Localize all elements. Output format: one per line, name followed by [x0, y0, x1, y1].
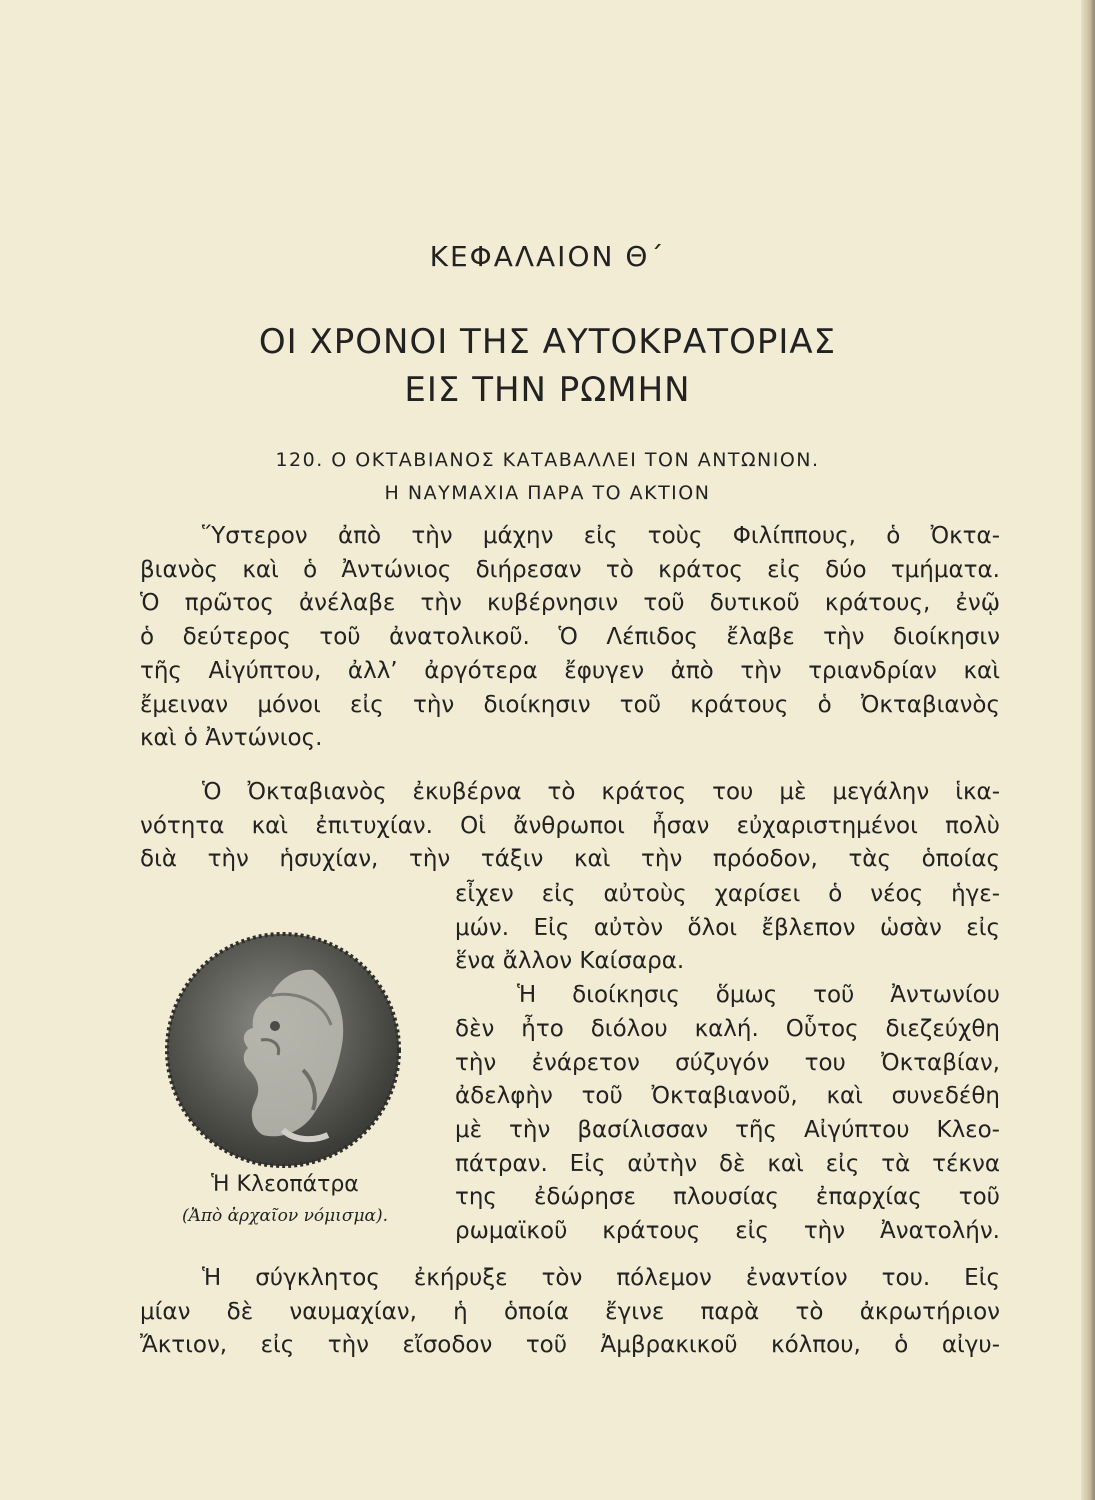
- paragraph-2-narrow-column: [455, 878, 1000, 1249]
- text-line: Ὁ Ὀκταβιανὸς ἐκυβέρνα τὸ κράτος του μὲ μεγάλην ἱκα-: [202, 779, 1000, 805]
- section-heading-line: 120. Ο ΟΚΤΑΒΙΑΝΟΣ ΚΑΤΑΒΑΛΛΕΙ ΤΟΝ ΑΝΤΩΝΙΟΝ.: [275, 449, 820, 471]
- text-line: διὰ τὴν ἡσυχίαν, τὴν τάξιν καὶ τὴν πρόοδον, τὰς ὁποίας: [140, 846, 1000, 873]
- section-heading: [0, 444, 1095, 510]
- text-line: τὴν ἐνάρετον σύζυγόν του Ὀκταβίαν,: [455, 1049, 1000, 1076]
- paragraph-1: [140, 520, 1000, 756]
- text-line: της ἐδώρησε πλουσίας ἐπαρχίας τοῦ: [455, 1184, 1000, 1211]
- figure-source: (Ἀπὸ ἀρχαῖον νόμισμα).: [181, 1206, 389, 1226]
- text-line: ἔμειναν μόνοι εἰς τὴν διοίκησιν τοῦ κράτους ὁ Ὀκταβιανὸς: [140, 691, 1000, 718]
- text-line: ἕνα ἄλλον Καίσαρα.: [455, 948, 685, 975]
- text-line: ἀδελφὴν τοῦ Ὀκταβιανοῦ, καὶ συνεδέθη: [455, 1083, 1000, 1110]
- figure-caption: Ἡ Κλεοπάτρα: [211, 1172, 359, 1197]
- text-line: βιανὸς καὶ ὁ Ἀντώνιος διήρεσαν τὸ κράτος εἰς δύο τμήματα.: [140, 556, 1000, 583]
- text-line: δὲν ἦτο διόλου καλή. Οὗτος διεζεύχθη: [455, 1015, 1000, 1042]
- text-line: μών. Εἰς αὐτὸν ὅλοι ἔβλεπον ὡσὰν εἰς: [455, 914, 1000, 941]
- text-line: εἶχεν εἰς αὐτοὺς χαρίσει ὁ νέος ἡγε-: [455, 881, 1000, 907]
- paragraph-2-full-width: [140, 776, 1000, 877]
- text-line: ὁ δεύτερος τοῦ ἀνατολικοῦ. Ὁ Λέπιδος ἔλαβε τὴν διοίκησιν: [140, 624, 1000, 651]
- text-line: καὶ ὁ Ἀντώνιος.: [140, 725, 323, 752]
- page-edge: [1081, 0, 1095, 1500]
- text-line: Ὕστερον ἀπὸ τὴν μάχην εἰς τοὺς Φιλίππους, ὁ Ὀκτα-: [202, 523, 1000, 549]
- chapter-title: [0, 318, 1095, 414]
- chapter-heading: ΚΕΦΑΛΑΙΟΝ Θ΄: [429, 240, 666, 273]
- text-line: ρωμαϊκοῦ κράτους εἰς τὴν Ἀνατολήν.: [455, 1218, 1000, 1245]
- paragraph-3: [140, 1262, 1000, 1363]
- text-line: μίαν δὲ ναυμαχίαν, ἡ ὁποία ἔγινε παρὰ τὸ ἀκρωτήριον: [140, 1298, 1000, 1325]
- chapter-title-line: ΟΙ ΧΡΟΝΟΙ ΤΗΣ ΑΥΤΟΚΡΑΤΟΡΙΑΣ: [258, 322, 837, 362]
- text-line: Ὁ πρῶτος ἀνέλαβε τὴν κυβέρνησιν τοῦ δυτικοῦ κράτους, ἐνῷ: [140, 590, 1000, 617]
- text-line: Ἄκτιον, εἰς τὴν εἴσοδον τοῦ Ἀμβρακικοῦ κόλπου, ὁ αἰγυ-: [140, 1332, 1000, 1359]
- text-line: Ἡ σύγκλητος ἐκήρυξε τὸν πόλεμον ἐναντίον του. Εἰς: [202, 1265, 1000, 1291]
- text-line: Ἡ διοίκησις ὅμως τοῦ Ἀντωνίου: [517, 982, 1000, 1009]
- cleopatra-coin-image: [163, 930, 403, 1170]
- text-line: τῆς Αἰγύπτου, ἀλλ’ ἀργότερα ἔφυγεν ἀπὸ τὴν τριανδρίαν καὶ: [140, 657, 1000, 684]
- section-heading-line: Η ΝΑΥΜΑΧΙΑ ΠΑΡΑ ΤΟ ΑΚΤΙΟΝ: [384, 482, 711, 504]
- text-line: νότητα καὶ ἐπιτυχίαν. Οἱ ἄνθρωποι ἦσαν εὐχαριστημένοι πολὺ: [140, 812, 1000, 839]
- text-line: μὲ τὴν βασίλισσαν τῆς Αἰγύπτου Κλεο-: [455, 1116, 1000, 1143]
- chapter-title-line: ΕΙΣ ΤΗΝ ΡΩΜΗΝ: [404, 370, 691, 410]
- text-line: πάτραν. Εἰς αὐτὴν δὲ καὶ εἰς τὰ τέκνα: [455, 1150, 1000, 1177]
